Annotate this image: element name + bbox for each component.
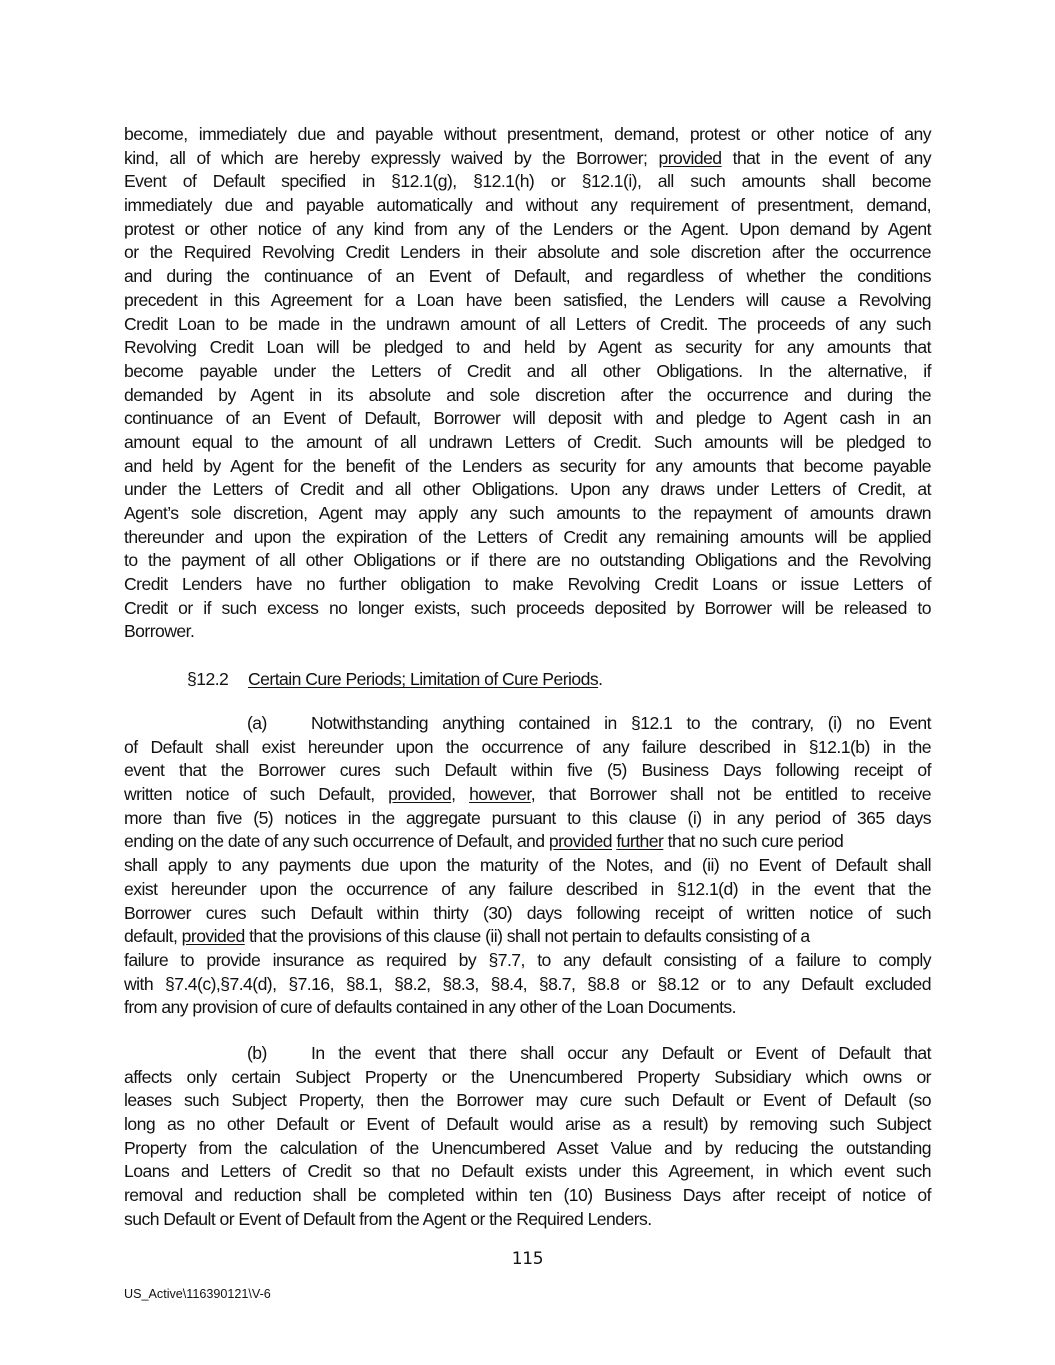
text-line: failure to provide insurance as required by §7.7, to any default consisting of a failure to comply — [124, 949, 931, 970]
subsection-label: (b) — [247, 1043, 267, 1063]
text-line: exist hereunder upon the occurrence of any failure described in §12.1(d) in the event that the — [124, 878, 931, 899]
document-id: US_Active\116390121\V-6 — [124, 1287, 271, 1301]
continuation-paragraph — [124, 123, 931, 644]
text-line: or the Required Revolving Credit Lenders in their absolute and sole discretion after the occurrence — [124, 242, 931, 263]
text-line: long as no other Default or Event of Default would arise as a result) by removing such Subject — [124, 1114, 931, 1135]
text-line: thereunder and upon the expiration of the Letters of Credit any remaining amounts will be applied — [124, 526, 931, 547]
subsection-a-paragraph — [124, 712, 931, 1020]
underlined-term: however — [469, 784, 531, 805]
text-line: amount equal to the amount of all undrawn Letters of Credit. Such amounts will be pledged to — [124, 431, 931, 452]
text-line: ending on the date of any such occurrence of Default, and provided further that no such cure period — [124, 831, 844, 852]
text-line: continuance of an Event of Default, Borrower will deposit with and pledge to Agent cash in an — [124, 408, 931, 429]
text-line: (b) In the event that there shall occur any Default or Event of Default that — [124, 1042, 931, 1066]
text-line: Agent’s sole discretion, Agent may apply any such amounts to the repayment of amounts drawn — [124, 503, 931, 523]
text-line: protest or other notice of any kind from any of the Lenders or the Agent. Upon demand by Agent — [124, 218, 931, 239]
text-line: Borrower cures such Default within thirty (30) days following receipt of written notice of such — [124, 902, 931, 923]
text-line: Loans and Letters of Credit so that no Default exists under this Agreement, in which event such — [124, 1161, 931, 1182]
page-number: 115 — [511, 1249, 544, 1269]
text-line: become, immediately due and payable without presentment, demand, protest or other notice of any — [124, 124, 931, 144]
text-line: become payable under the Letters of Credit and all other Obligations. In the alternative, if — [124, 360, 931, 381]
text-line: and held by Agent for the benefit of the Lenders as security for any amounts that become payable — [124, 455, 931, 476]
text-line: (a) Notwithstanding anything contained in §12.1 to the contrary, (i) no Event — [124, 712, 931, 736]
section-title-period: . — [598, 669, 603, 689]
text-line: under the Letters of Credit and all other Obligations. Upon any draws under Letters of Credit, at — [124, 479, 931, 500]
underlined-term: provided — [181, 926, 245, 947]
text-line: to the payment of all other Obligations or if there are no outstanding Obligations and the Revolving — [124, 550, 931, 571]
text-line: immediately due and payable automatically and without any requirement of presentment, demand, — [124, 195, 931, 216]
section-heading — [187, 668, 602, 692]
text-line: kind, all of which are hereby expressly waived by the Borrower; provided that in the event of any — [124, 147, 931, 168]
section-title: Certain Cure Periods; Limitation of Cure Periods — [248, 669, 599, 689]
text-line: default, provided that the provisions of this clause (ii) shall not pertain to defaults consisting of a — [124, 926, 810, 947]
underlined-term: further — [616, 831, 664, 852]
underlined-term: provided — [388, 784, 452, 805]
underlined-term: provided — [548, 831, 612, 852]
text-line: precedent in this Agreement for a Loan have been satisfied, the Lenders will cause a Revolving — [124, 289, 931, 310]
text-line: demanded by Agent in its absolute and sole discretion after the occurrence and during the — [124, 384, 931, 405]
text-line: shall apply to any payments due upon the maturity of the Notes, and (ii) no Event of Default shall — [124, 855, 931, 876]
text-line: Event of Default specified in §12.1(g), §12.1(h) or §12.1(i), all such amounts shall become — [124, 171, 931, 192]
text-line: of Default shall exist hereunder upon the occurrence of any failure described in §12.1(b) in the — [124, 736, 931, 757]
text-line: Borrower. — [124, 621, 195, 642]
text-line: such Default or Event of Default from the Agent or the Required Lenders. — [124, 1208, 652, 1229]
subsection-label: (a) — [247, 713, 267, 733]
text-line: written notice of such Default, provided, however, that Borrower shall not be entitled to receive — [124, 784, 931, 805]
section-number: §12.2 — [187, 669, 229, 689]
text-line: removal and reduction shall be completed within ten (10) Business Days after receipt of notice of — [124, 1185, 931, 1206]
text-line: leases such Subject Property, then the Borrower may cure such Default or Event of Default (so — [124, 1090, 931, 1111]
text-line: Credit or if such excess no longer exists, such proceeds deposited by Borrower will be released to — [124, 597, 931, 618]
text-line: and during the continuance of an Event of Default, and regardless of whether the conditions — [124, 266, 931, 287]
underlined-term: provided — [658, 147, 722, 168]
text-line: more than five (5) notices in the aggregate pursuant to this clause (i) in any period of 365 days — [124, 807, 931, 828]
text-line: Property from the calculation of the Unencumbered Asset Value and by reducing the outstanding — [124, 1137, 931, 1158]
text-line: Credit Lenders have no further obligation to make Revolving Credit Loans or issue Letters of — [124, 574, 931, 595]
text-line: affects only certain Subject Property or the Unencumbered Property Subsidiary which owns or — [124, 1066, 931, 1087]
text-line: with §7.4(c),§7.4(d), §7.16, §8.1, §8.2, §8.3, §8.4, §8.7, §8.8 or §8.12 or to any Default excluded — [124, 973, 931, 994]
text-line: event that the Borrower cures such Default within five (5) Business Days following receipt of — [124, 760, 931, 781]
subsection-b-paragraph — [124, 1042, 931, 1232]
text-line: Revolving Credit Loan will be pledged to and held by Agent as security for any amounts that — [124, 337, 931, 358]
text-line: Credit Loan to be made in the undrawn amount of all Letters of Credit. The proceeds of any such — [124, 313, 931, 334]
text-line: from any provision of cure of defaults contained in any other of the Loan Documents. — [124, 997, 736, 1018]
